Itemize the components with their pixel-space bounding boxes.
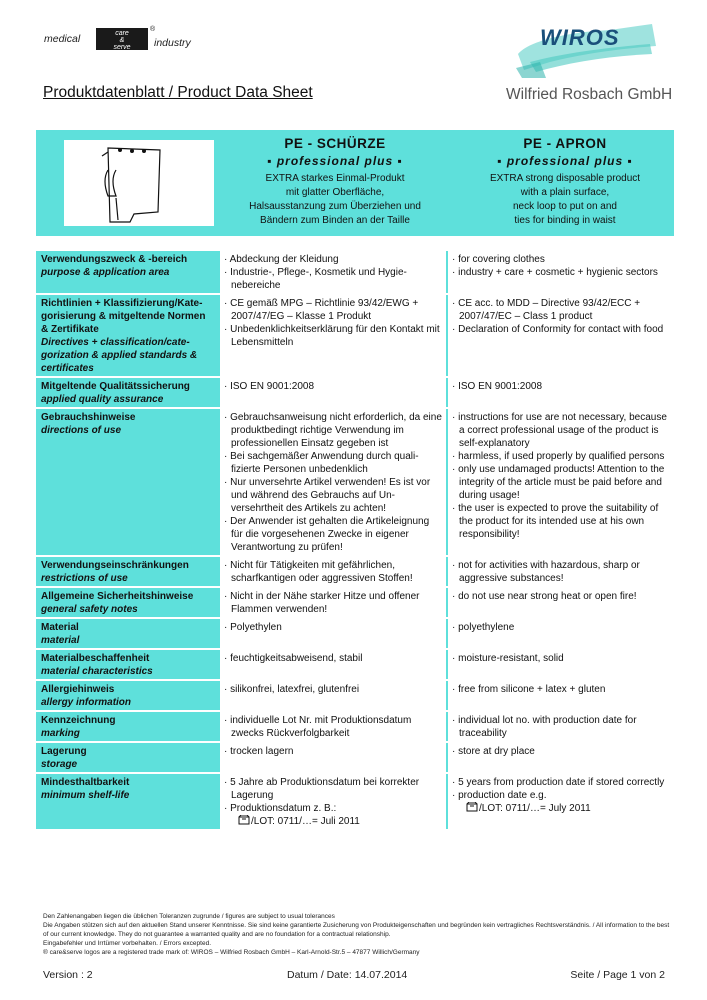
table-row [36,648,674,679]
list-item: · the user is expected to prove the suitability of the product for its intended use at his own responsibility! [452,502,670,541]
row-value-en [448,681,674,710]
row-label-de: Materialbeschaffenheit [41,653,150,664]
row-label-de: Allergiehinweis [41,684,115,695]
product-header-en [452,136,678,228]
row-value-en [448,588,674,617]
row-label-de: Allgemeine Sicherheitshinweise [41,591,194,602]
list-item: · Declaration of Conformity for contact with food [452,323,670,336]
row-label-en: allergy information [41,697,132,708]
list-item: · 5 Jahre ab Produktionsdatum bei korrekter Lagerung [224,776,442,802]
list-item: · moisture-resistant, solid [452,652,670,665]
list-item: · store at dry place [452,745,670,758]
list-item: · instructions for use are not necessary, because a correct professional usage of the product is self-explanatory [452,411,670,450]
footnote: Den Zahlenangaben liegen die üblichen Toleranzen zugrunde / figures are subject to usual tolerances Die Angaben stützen sich auf den aktuellen Stand unserer Kenntnisse. Sie sind keine garantierte Zusicherung von Produkteigenschaften und begründen kein vertragliches Rechtsverständnis. / All information to the best of our current knowledge. They do not guarantee a warranted quality and are no foundation for a contractual relationship. Eingabefehler und Irrtümer vorbehalten. / Errors excepted. ® care&serve logos are a registered trade mark of: WIROS – Wilfried Rosbach GmbH – Karl-Arnold-Str.5 – 47877 Willich/Germany [43,913,670,956]
list-item: · individuelle Lot Nr. mit Produktionsdatum zwecks Rückverfolgbarkeit [224,714,442,740]
table-row [36,251,674,293]
row-value-de [220,712,446,741]
row-value-en [448,743,674,772]
row-value-de [220,681,446,710]
row-label-en: storage [41,759,78,770]
row-label-de: Lagerung [41,746,87,757]
row-label [36,619,216,648]
row-value-en [448,619,674,648]
row-label-en: marking [41,728,80,739]
table-row [36,617,674,648]
list-item: · Produktionsdatum z. B.: [224,802,442,815]
list-item: · Nicht für Tätigkeiten mit gefährlichen, scharfkantigen oder aggressiven Stoffen! [224,559,442,585]
row-value-en [448,650,674,679]
product-header-de [222,136,448,228]
row-label-en: minimum shelf-life [41,790,130,801]
table-row [36,407,674,555]
list-item: · Bei sachgemäßer Anwendung durch qualifizierte Personen unbedenklich [224,450,442,476]
row-value-en [448,378,674,407]
lot-example [224,815,442,828]
list-item: · trocken lagern [224,745,442,758]
row-value-de [220,743,446,772]
lot-text: /LOT: 0711/…= July 2011 [479,803,591,814]
wiros-wordmark: WIROS [540,25,620,50]
list-item: · harmless, if used properly by qualified persons [452,450,670,463]
list-item: · only use undamaged products! Attention to the integrity of the article must be paid before and during usage! [452,463,670,502]
row-label [36,295,216,376]
logo-care-serve-box: care & serve [96,28,148,50]
row-value-de [220,619,446,648]
list-item: · individual lot no. with production date for traceability [452,714,670,740]
list-item: · polyethylene [452,621,670,634]
row-label-de: Kennzeichnung [41,715,116,726]
row-value-en [448,712,674,741]
row-label [36,557,216,586]
row-label-en: directions of use [41,425,122,436]
lot-text: /LOT: 0711/…= Juli 2011 [251,816,360,827]
table-row [36,293,674,376]
row-value-en [448,774,674,829]
spec-table [36,251,674,829]
row-label-en: Directives + classification/categorization & applied standards & certificates [41,337,198,374]
product-desc-en: EXTRA strong disposable product with a plain surface, neck loop to put on and ties for binding in waist [489,173,641,226]
row-label-de: Mitgeltende Qualitätssicherung [41,381,190,392]
row-label-de: Verwendungszweck & -bereich [41,254,188,265]
row-label [36,681,216,710]
date-label: Datum / Date: 14.07.2014 [287,969,408,981]
registered-mark: ® [150,26,156,33]
list-item: · Industrie-, Pflege-, Kosmetik und Hygienebereiche [224,266,442,292]
list-item: · Abdeckung der Kleidung [224,253,442,266]
table-row [36,376,674,407]
product-name-de: PE - SCHÜRZE [284,136,386,151]
list-item: · production date e.g. [452,789,670,802]
row-value-en [448,295,674,376]
row-value-de [220,409,446,555]
list-item: · Polyethylen [224,621,442,634]
row-label-de: Material [41,622,79,633]
list-item: · CE acc. to MDD – Directive 93/42/ECC + 2007/47/EC – Class 1 product [452,297,670,323]
row-label-en: material characteristics [41,666,153,677]
list-item: · ISO EN 9001:2008 [224,380,442,393]
row-label-de: Richtlinien + Klassifizierung/Kategorisierung & mitgeltende Normen & Zertifikate [41,298,206,335]
product-subtitle-en: ▪ professional plus ▪ [497,154,633,168]
row-value-en [448,251,674,293]
product-subtitle-de: ▪ professional plus ▪ [267,154,403,168]
table-row [36,772,674,829]
list-item: · ISO EN 9001:2008 [452,380,670,393]
table-row [36,679,674,710]
row-label [36,588,216,617]
package-icon [466,802,478,812]
list-item: · not for activities with hazardous, sharp or aggressive substances! [452,559,670,585]
list-item: · for covering clothes [452,253,670,266]
product-name-en: PE - APRON [523,136,607,151]
company-name: Wilfried Rosbach GmbH [506,86,673,103]
row-label-en: general safety notes [41,604,138,615]
page-title: Produktdatenblatt / Product Data Sheet [43,84,313,101]
row-label [36,650,216,679]
row-label [36,743,216,772]
package-icon [238,815,250,825]
product-desc-de: EXTRA starkes Einmal-Produkt mit glatter Oberfläche, Halsausstanzung zum Überziehen und Bändern zum Binden an der Taille [249,173,421,226]
apron-drawing-icon [64,140,214,226]
lot-example [452,802,670,815]
list-item: · industry + care + cosmetic + hygienic sectors [452,266,670,279]
row-label [36,712,216,741]
list-item: · CE gemäß MPG – Richtlinie 93/42/EWG + 2007/47/EG – Klasse 1 Produkt [224,297,442,323]
table-row [36,555,674,586]
table-row [36,741,674,772]
row-value-de [220,774,446,829]
list-item: · feuchtigkeitsabweisend, stabil [224,652,442,665]
table-row [36,710,674,741]
row-label-en: applied quality assurance [41,394,164,405]
version-label: Version : 2 [43,969,93,981]
row-value-de [220,251,446,293]
row-label-en: material [41,635,80,646]
row-label [36,409,216,555]
row-label [36,378,216,407]
list-item: · do not use near strong heat or open fire! [452,590,670,603]
care-serve-logo [44,26,219,52]
row-label-en: purpose & application area [41,267,170,278]
logo-word-medical: medical [44,33,81,45]
list-item: · Der Anwender ist gehalten die Artikeleignung für die vorgesehenen Zwecke in eigener Verantwortung zu prüfen! [224,515,442,554]
row-label-de: Mindesthaltbarkeit [41,777,130,788]
row-value-en [448,409,674,555]
row-value-de [220,557,446,586]
row-label-de: Gebrauchshinweise [41,412,136,423]
list-item: · free from silicone + latex + gluten [452,683,670,696]
row-label [36,774,216,829]
list-item: · Gebrauchsanweisung nicht erforderlich, da eine produktbedingt richtige Verwendung im professionellen Einsatz gegeben ist [224,411,442,450]
row-value-de [220,378,446,407]
list-item: · Nur unversehrte Artikel verwenden! Es ist vor und während des Gebrauchs auf Unversehrtheit des Artikels zu achten! [224,476,442,515]
list-item: · Unbedenklichkeitserklärung für den Kontakt mit Lebensmitteln [224,323,442,349]
logo-word-industry: industry [154,37,191,49]
row-label-de: Verwendungseinschränkungen [41,560,189,571]
page-number: Seite / Page 1 von 2 [570,969,665,981]
row-value-de [220,588,446,617]
row-value-de [220,650,446,679]
product-image-box [64,140,214,226]
table-row [36,586,674,617]
row-label-en: restrictions of use [41,573,128,584]
row-value-en [448,557,674,586]
row-label [36,251,216,293]
row-value-de [220,295,446,376]
list-item: · silikonfrei, latexfrei, glutenfrei [224,683,442,696]
list-item: · 5 years from production date if stored correctly [452,776,670,789]
list-item: · Nicht in der Nähe starker Hitze und offener Flammen verwenden! [224,590,442,616]
